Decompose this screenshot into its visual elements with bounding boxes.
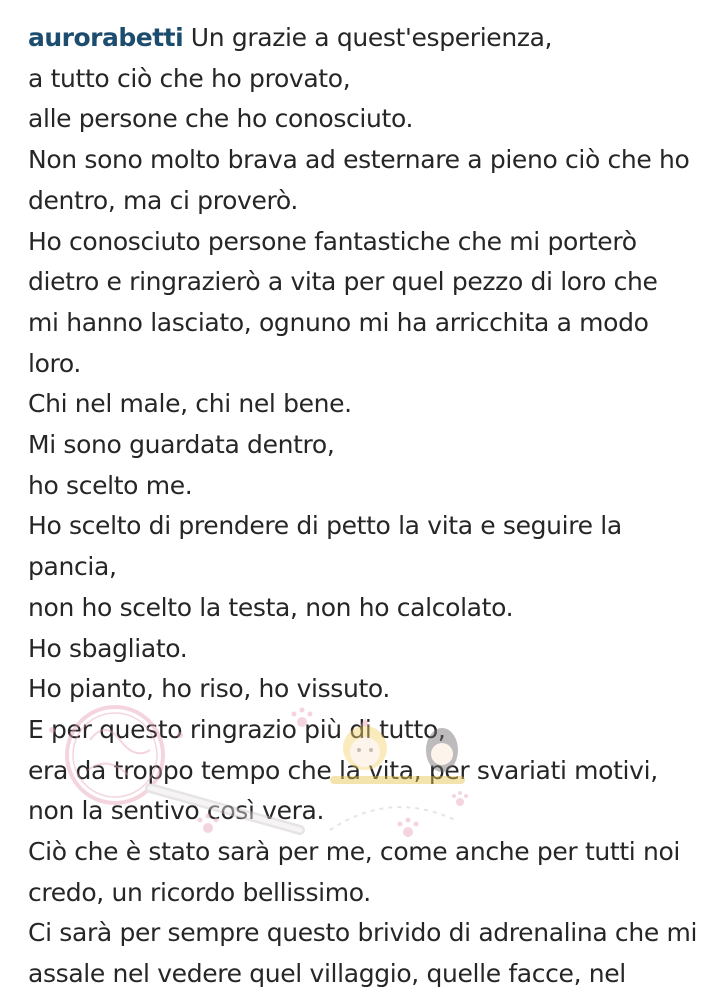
caption-line: ho scelto me. [28, 470, 193, 500]
caption-line: alle persone che ho conosciuto. [28, 104, 414, 134]
caption-line: Ho pianto, ho riso, ho vissuto. [28, 674, 391, 704]
caption-line: Ciò che è stato sarà per me, come anche per tutti noi [28, 837, 681, 867]
caption-line: loro. [28, 348, 82, 378]
caption-line: dentro, ma ci proverò. [28, 185, 298, 215]
post-caption [28, 18, 698, 995]
caption-line: non ho scelto la testa, non ho calcolato. [28, 592, 514, 622]
caption-line: mi hanno lasciato, ognuno mi ha arricchita a modo [28, 307, 649, 337]
caption-line: Chi nel male, chi nel bene. [28, 389, 352, 419]
caption-line: pancia, [28, 552, 117, 582]
caption-line: non la sentivo così vera. [28, 796, 325, 826]
caption-line: Mi sono guardata dentro, [28, 430, 335, 460]
caption-line: Ho sbagliato. [28, 633, 188, 663]
username-link[interactable]: aurorabetti [28, 23, 184, 52]
caption-line: Ho scelto di prendere di petto la vita e seguire la [28, 511, 622, 541]
caption-line: Non sono molto brava ad esternare a pieno ciò che ho [28, 145, 690, 175]
caption-line: assale nel vedere quel villaggio, quelle facce, nel [28, 959, 626, 989]
caption-line: Ho conosciuto persone fantastiche che mi porterò [28, 226, 637, 256]
caption-text: Un grazie a quest'esperienza, [183, 23, 553, 52]
caption-line: credo, un ricordo bellissimo. [28, 877, 371, 907]
caption-line: Ci sarà per sempre questo brivido di adrenalina che mi [28, 918, 698, 948]
caption-line: a tutto ciò che ho provato, [28, 63, 351, 93]
caption-line: E per questo ringrazio più di tutto, [28, 714, 446, 744]
caption-first-line [28, 18, 698, 59]
caption-line: dietro e ringrazierò a vita per quel pezzo di loro che [28, 267, 658, 297]
caption-line: era da troppo tempo che la vita, per svariati motivi, [28, 755, 658, 785]
